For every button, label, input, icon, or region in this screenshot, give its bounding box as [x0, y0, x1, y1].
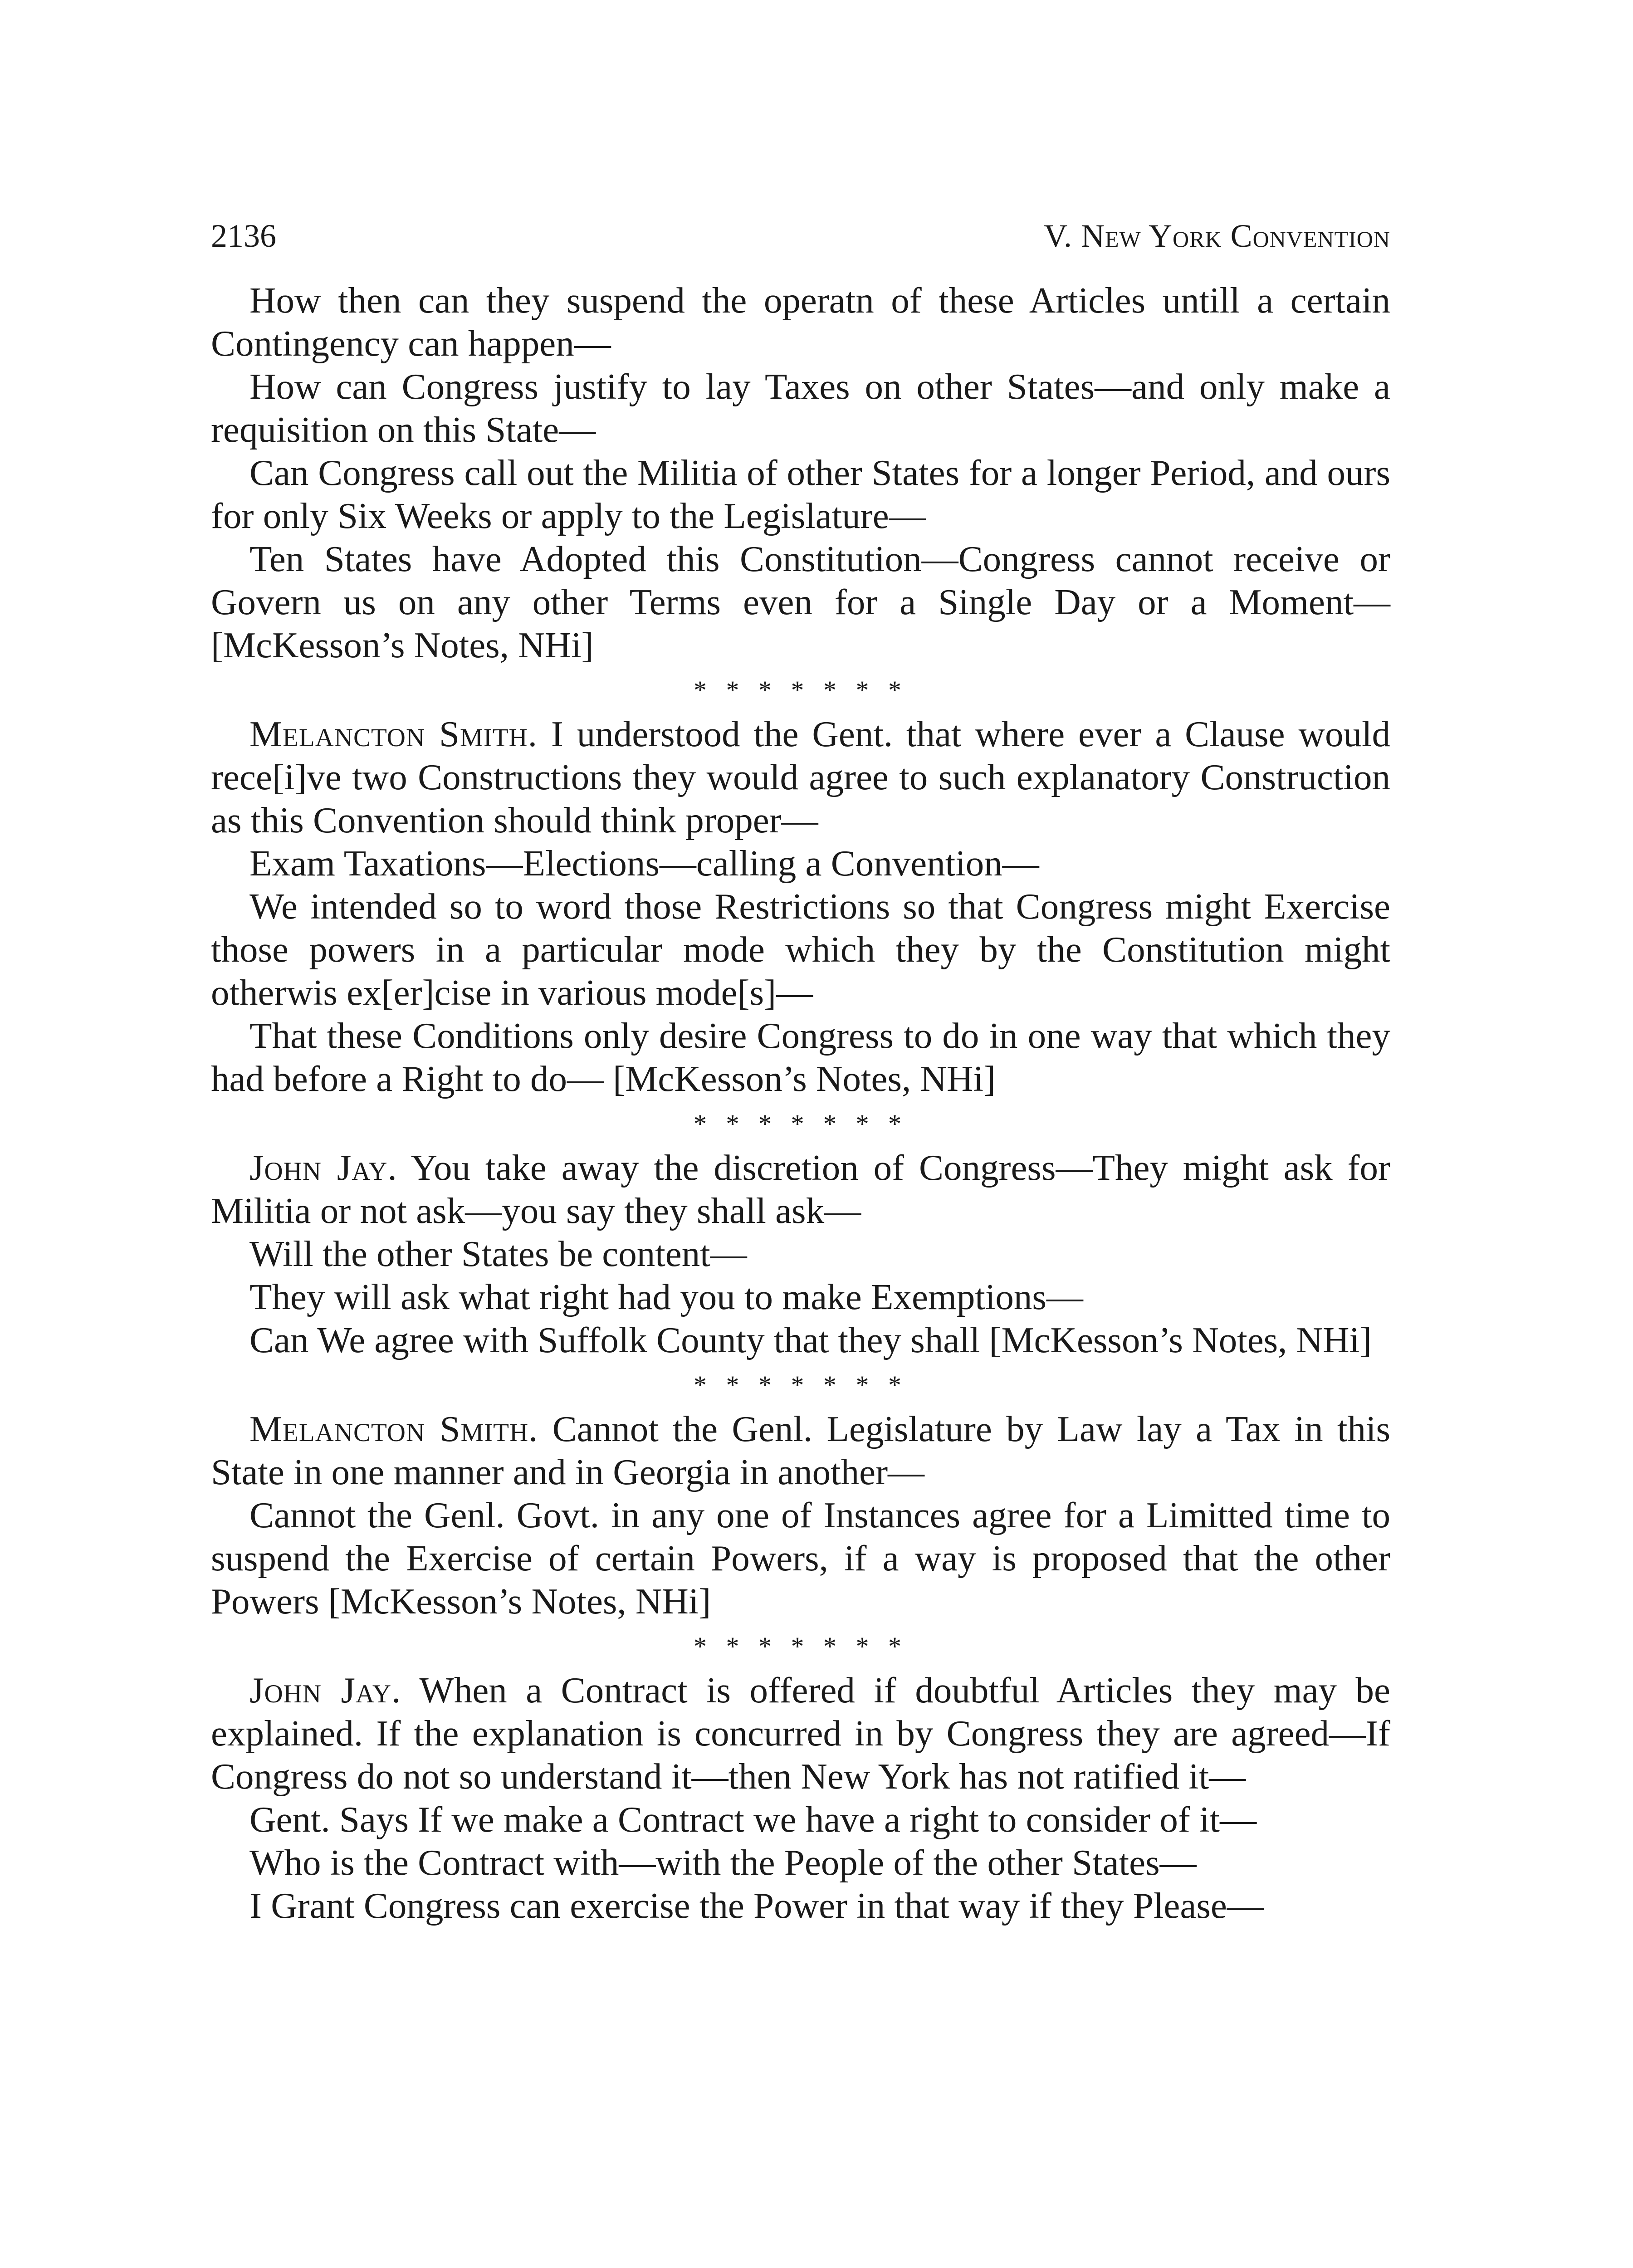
- speech-opening: [211, 713, 1390, 842]
- paragraph: How can Congress justify to lay Taxes on other States—and only make a requisition on this State—: [211, 366, 1390, 450]
- paragraph: Exam Taxations—Elections—calling a Convention—: [249, 843, 1039, 884]
- speech-opening: [211, 1408, 1390, 1494]
- paragraph: I Grant Congress can exercise the Power in that way if they Please—: [249, 1885, 1264, 1926]
- speaker-name: John Jay.: [249, 1147, 397, 1188]
- speech-text: Cannot the Genl. Legislature by Law lay a Tax in this State in one manner and in Georgia in another—: [211, 1408, 1390, 1492]
- notes-block: [211, 279, 1390, 667]
- paragraph: Gent. Says If we make a Contract we have a right to consider of it—: [249, 1799, 1257, 1840]
- section-separator: * * * * * * *: [694, 1109, 908, 1139]
- speech-block: [211, 713, 1390, 1100]
- running-title: V. New York Convention: [1044, 218, 1390, 254]
- section-separator: * * * * * * *: [694, 1370, 908, 1400]
- page-number: 2136: [211, 218, 276, 254]
- speech-text: When a Contract is offered if doubtful Articles they may be explained. If the explanation is concurred in by Congress they are agreed—If Congress do not so understand it—then New York has not ratified it—: [211, 1670, 1390, 1797]
- speaker-name: John Jay.: [249, 1670, 401, 1711]
- speech-opening: [211, 1669, 1390, 1798]
- paragraph: Who is the Contract with—with the People of the other States—: [249, 1842, 1197, 1883]
- section-separator: * * * * * * *: [694, 675, 908, 705]
- running-head: [211, 213, 1390, 259]
- speech-text: You take away the discretion of Congress—They might ask for Militia or not ask—you say they shall ask—: [211, 1147, 1390, 1231]
- speech-text: I understood the Gent. that where ever a Clause would rece[i]ve two Constructions they would agree to such explanatory Construction as this Convention should think proper—: [211, 714, 1391, 841]
- document-page: [211, 213, 1390, 1927]
- speech-block: [211, 1669, 1390, 1927]
- speech-block: [211, 1146, 1390, 1362]
- speech-opening: [211, 1146, 1390, 1232]
- paragraph: How then can they suspend the operatn of these Articles untill a certain Contingency can happen—: [211, 280, 1390, 364]
- paragraph: Cannot the Genl. Govt. in any one of Instances agree for a Limitted time to suspend the Exercise of certain Powers, if a way is proposed that the other Powers [McKesson’s Notes, NHi]: [211, 1495, 1390, 1622]
- paragraph: Can Congress call out the Militia of other States for a longer Period, and ours for only Six Weeks or apply to the Legislature—: [211, 452, 1390, 536]
- paragraph: They will ask what right had you to make Exemptions—: [249, 1276, 1083, 1317]
- paragraph: That these Conditions only desire Congress to do in one way that which they had before a Right to do— [McKesson’s Notes, NHi]: [211, 1015, 1390, 1099]
- speech-block: [211, 1408, 1390, 1623]
- speaker-name: Melancton Smith.: [249, 714, 538, 754]
- paragraph: Ten States have Adopted this Constitution—Congress cannot receive or Govern us on any other Terms even for a Single Day or a Moment— [McKesson’s Notes, NHi]: [211, 538, 1390, 665]
- paragraph: Will the other States be content—: [249, 1233, 747, 1274]
- section-separator: * * * * * * *: [694, 1632, 908, 1661]
- speaker-name: Melancton Smith.: [249, 1408, 538, 1449]
- paragraph: We intended so to word those Restrictions so that Congress might Exercise those powers in a particular mode which they by the Constitution might otherwis ex[er]cise in various mode[s]—: [211, 886, 1390, 1013]
- paragraph: Can We agree with Suffolk County that they shall [McKesson’s Notes, NHi]: [249, 1320, 1372, 1360]
